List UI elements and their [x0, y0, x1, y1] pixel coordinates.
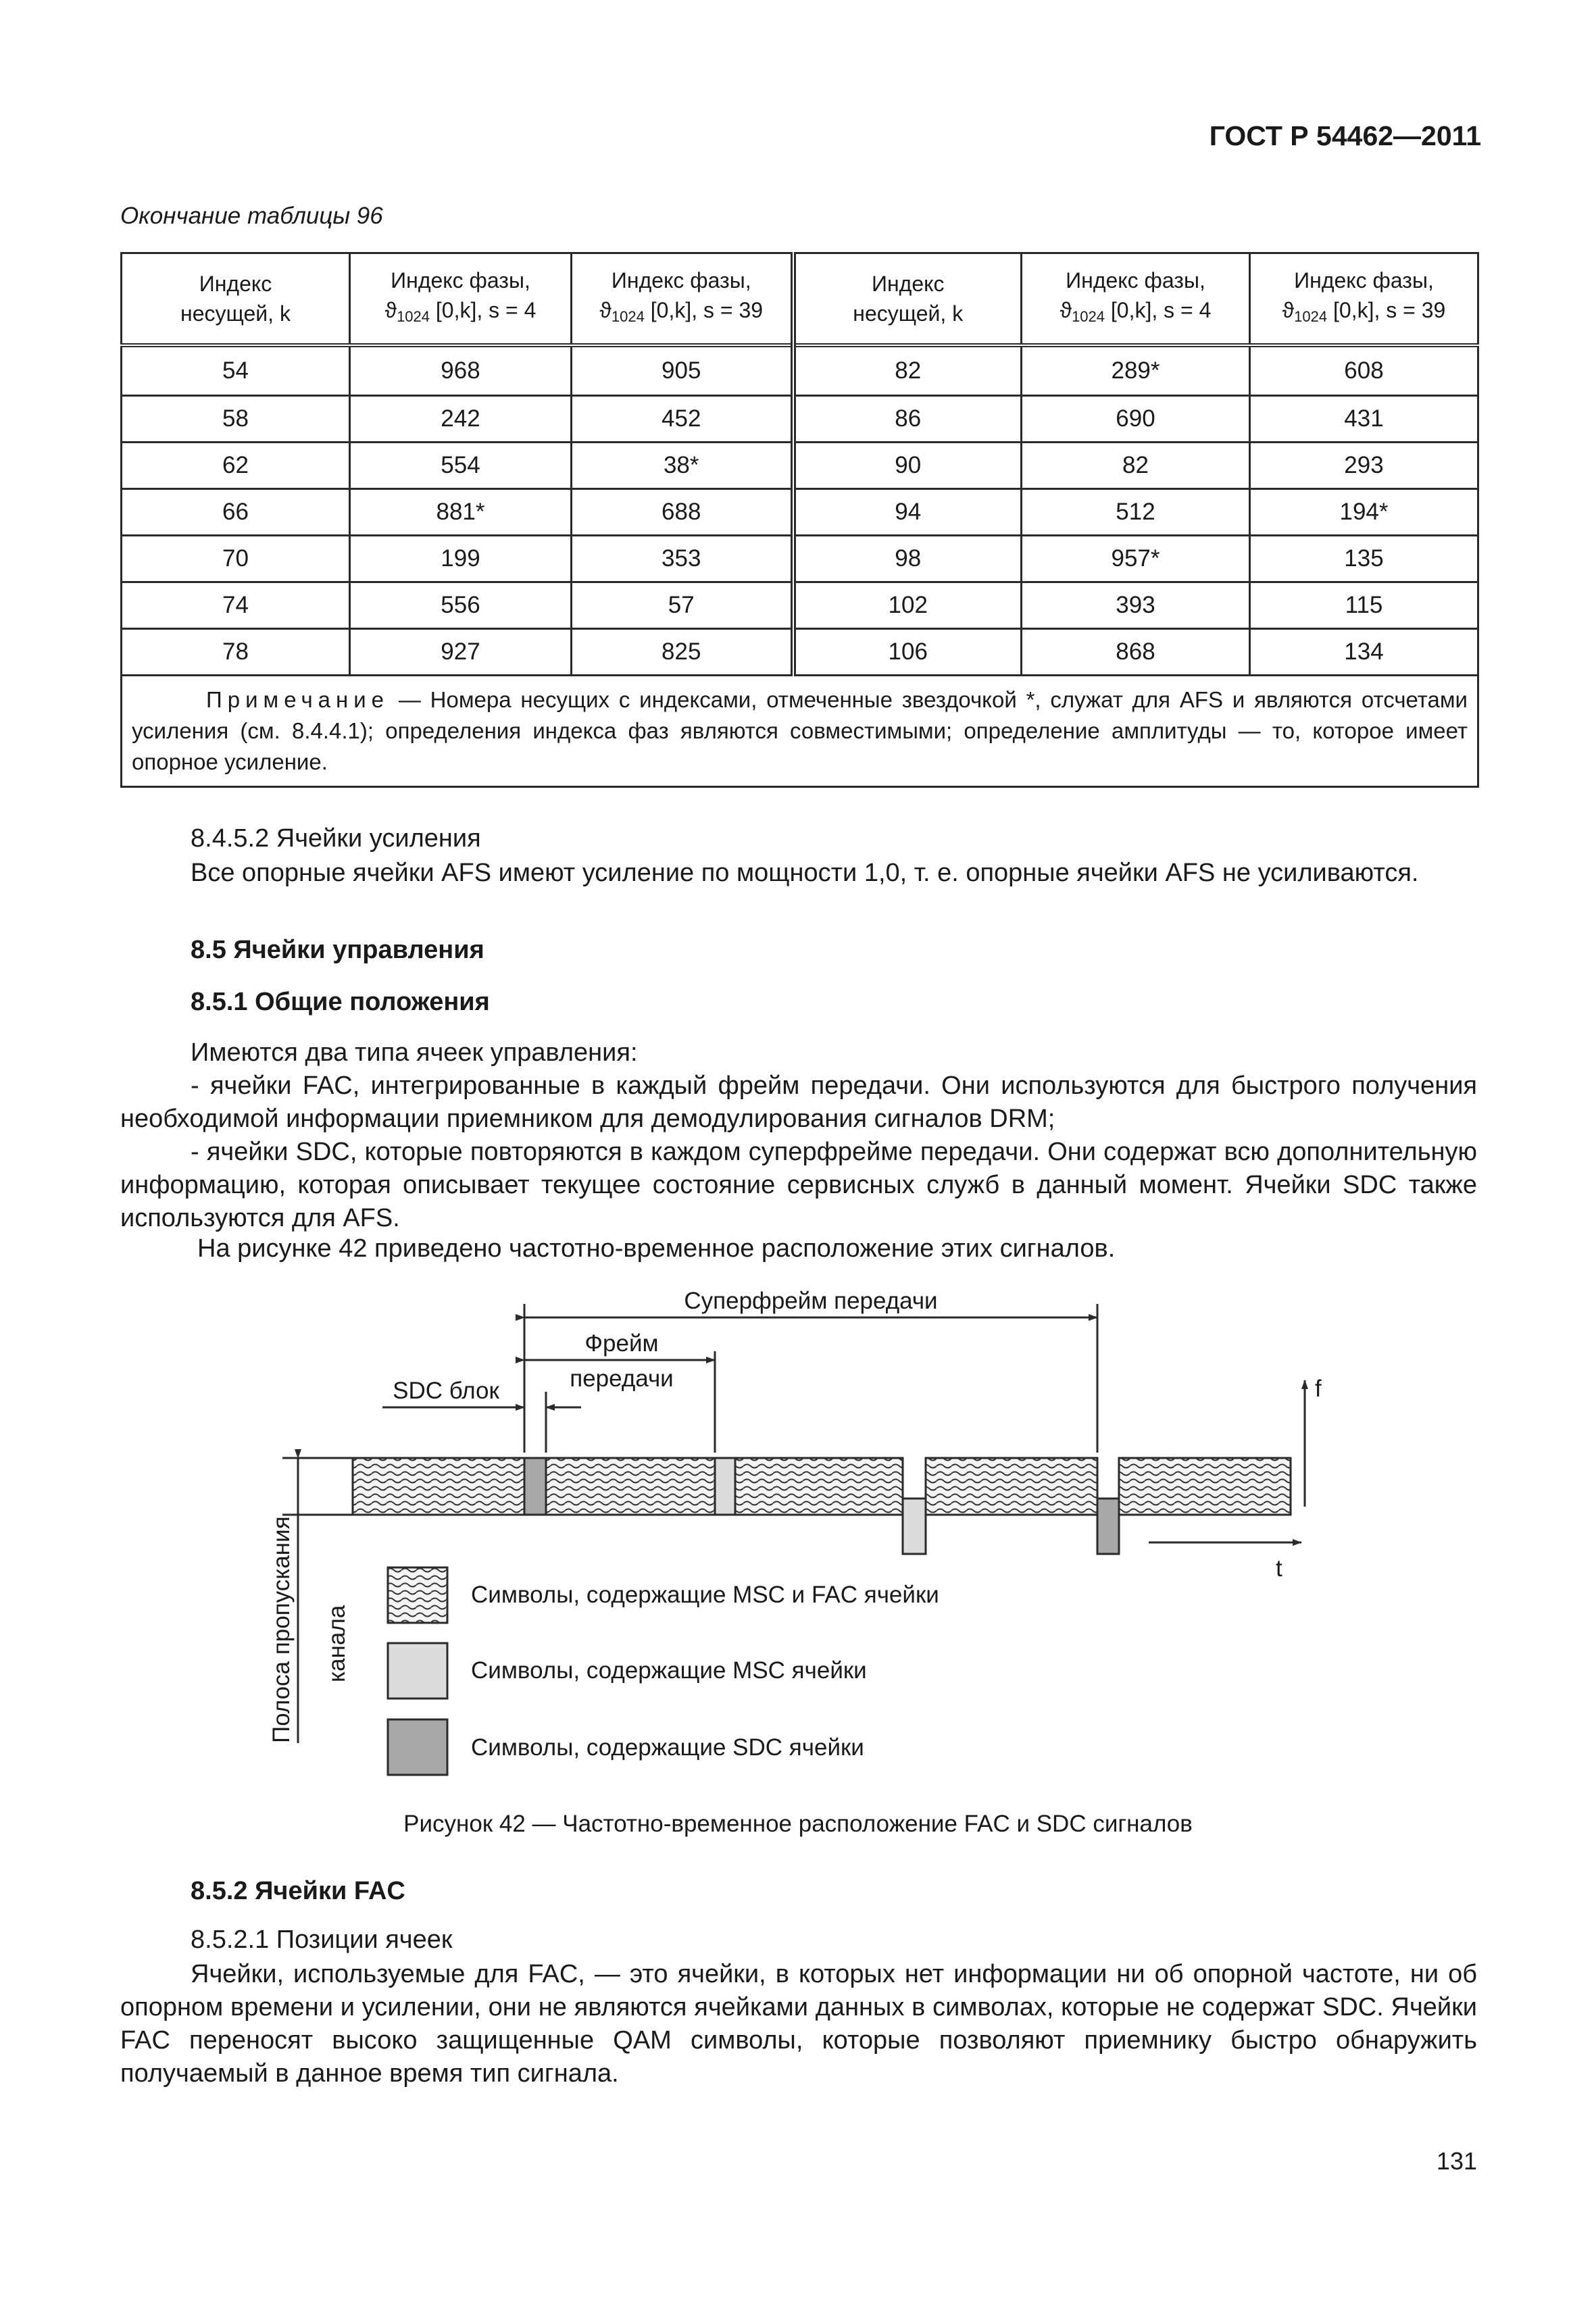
legend-swatch-msc-fac — [388, 1567, 447, 1623]
col-header-phase-index-s4-2: Индекс фазы, $ϑ_{1024}$ [0,k], s = 4 — [1022, 253, 1250, 346]
table-cell: 688 — [572, 489, 793, 536]
table-cell: 452 — [572, 396, 793, 443]
legend-label-sdc: Символы, содержащие SDC ячейки — [471, 1734, 864, 1761]
table-cell: 82 — [1022, 443, 1250, 489]
bandwidth-label-1: Полоса пропускания — [268, 1516, 295, 1743]
legend-swatch-msc — [388, 1643, 447, 1699]
table-row — [122, 489, 1478, 536]
table-cell: 70 — [122, 536, 350, 582]
superframe-label: Суперфрейм передачи — [684, 1288, 938, 1314]
table-cell: 353 — [572, 536, 793, 582]
table-cell: 393 — [1022, 582, 1250, 629]
frame-label-1: Фрейм — [584, 1330, 659, 1357]
table-cell: 927 — [350, 629, 572, 676]
t-axis-label: t — [1276, 1555, 1282, 1582]
section-8-5-2-1-title: 8.5.2.1 Позиции ячеек — [191, 1926, 453, 1954]
table-cell: 199 — [350, 536, 572, 582]
figure-legend — [388, 1567, 447, 1775]
section-8-4-5-2-title: 8.4.5.2 Ячейки усиления — [191, 824, 481, 853]
table-cell: 38* — [572, 443, 793, 489]
table-cell: 556 — [350, 582, 572, 629]
table-cell: 690 — [1022, 396, 1250, 443]
fac-cells-paragraph: - ячейки FAC, интегрированные в каждый фрейм передачи. Они используются для быстрого получения необходимой информации приемником для демодулирования сигналов DRM; — [120, 1072, 1477, 1133]
table-cell: 86 — [793, 396, 1022, 443]
table-cell: 78 — [122, 629, 350, 676]
table-cell: 58 — [122, 396, 350, 443]
col-header-phase-index-s4: Индекс фазы, $ϑ_{1024}$ [0,k], s = 4 — [350, 253, 572, 346]
page-number: 131 — [1436, 2147, 1477, 2175]
table-row — [122, 396, 1478, 443]
note-text: — Номера несущих с индексами, отмеченные звездочкой *, служат для AFS и являются отсчетами усиления (см. 8.4.4.1); определения индекса фаз являются совместимыми; определение амплитуды — то, которое имеет опорное усиление. — [132, 687, 1468, 774]
sdc-block-lower — [1097, 1499, 1119, 1554]
table-cell: 134 — [1250, 629, 1478, 676]
figure-reference-paragraph: На рисунке 42 приведено частотно-временное расположение этих сигналов. — [197, 1234, 1116, 1263]
table-cell: 957* — [1022, 536, 1250, 582]
table-row — [122, 629, 1478, 676]
table-row — [122, 582, 1478, 629]
sdc-block-label: SDC блок — [393, 1378, 499, 1404]
legend-label-msc: Символы, содержащие MSC ячейки — [471, 1657, 867, 1684]
table-cell: 57 — [572, 582, 793, 629]
table-cell: 82 — [793, 345, 1022, 396]
table-cell: 102 — [793, 582, 1022, 629]
table-cell: 98 — [793, 536, 1022, 582]
table-cell: 868 — [1022, 629, 1250, 676]
table-cell: 431 — [1250, 396, 1478, 443]
table-cell: 289* — [1022, 345, 1250, 396]
section-8-5-heading: 8.5 Ячейки управления — [191, 936, 484, 964]
figure-42-diagram — [0, 1284, 1596, 1797]
section-8-5-1-heading: 8.5.1 Общие положения — [191, 988, 490, 1016]
msc-fac-block — [353, 1458, 524, 1515]
table-cell: 74 — [122, 582, 350, 629]
table-row — [122, 443, 1478, 489]
table-cell: 66 — [122, 489, 350, 536]
symbol-blocks — [353, 1458, 1291, 1554]
table-cell: 554 — [350, 443, 572, 489]
table-cell: 135 — [1250, 536, 1478, 582]
table-cell: 825 — [572, 629, 793, 676]
col-header-carrier-index-2: Индекс несущей, k — [793, 253, 1022, 346]
table-cell: 293 — [1250, 443, 1478, 489]
legend-label-msc-fac: Символы, содержащие MSC и FAC ячейки — [471, 1582, 939, 1608]
f-axis-label: f — [1315, 1376, 1322, 1402]
sdc-cells-paragraph: - ячейки SDC, которые повторяются в каждом суперфрейме передачи. Они содержат всю дополнительную информацию, которая описывает текущее состояние сервисных служб в данный момент. Ячейки SDC также используются для AFS. — [120, 1138, 1477, 1232]
table-cell: 62 — [122, 443, 350, 489]
frame-label-2: передачи — [570, 1365, 674, 1392]
table-note — [122, 676, 1478, 787]
table-row — [122, 345, 1478, 396]
table-row — [122, 536, 1478, 582]
table-cell: 512 — [1022, 489, 1250, 536]
table-cell: 194* — [1250, 489, 1478, 536]
table-cell: 106 — [793, 629, 1022, 676]
table-header-row — [122, 253, 1478, 346]
sdc-block — [524, 1458, 546, 1515]
control-cells-types-intro: Имеются два типа ячеек управления: — [191, 1038, 638, 1067]
table-cell: 242 — [350, 396, 572, 443]
table-cell: 90 — [793, 443, 1022, 489]
table-96-end — [120, 252, 1477, 788]
msc-fac-block — [735, 1458, 903, 1515]
section-8-4-5-2-text: Все опорные ячейки AFS имеют усиление по мощности 1,0, т. е. опорные ячейки AFS не усиливаются. — [191, 859, 1419, 887]
table-caption: Окончание таблицы 96 — [120, 203, 383, 229]
table-cell: 54 — [122, 345, 350, 396]
table-cell: 608 — [1250, 345, 1478, 396]
figure-caption: Рисунок 42 — Частотно-временное расположение FAC и SDC сигналов — [403, 1811, 1193, 1837]
sdc-block-lower — [903, 1499, 926, 1554]
table-cell: 905 — [572, 345, 793, 396]
msc-fac-block — [1119, 1458, 1291, 1515]
col-header-carrier-index: Индекс несущей, k — [122, 253, 350, 346]
table-cell: 115 — [1250, 582, 1478, 629]
bandwidth-label-2: канала — [324, 1605, 350, 1682]
table-note-row — [122, 676, 1478, 787]
legend-swatch-sdc — [388, 1719, 447, 1775]
col-header-phase-index-s39: Индекс фазы, $ϑ_{1024}$ [0,k], s = 39 — [572, 253, 793, 346]
table-cell: 881* — [350, 489, 572, 536]
document-standard-number: ГОСТ Р 54462—2011 — [1209, 120, 1481, 151]
col-header-phase-index-s39-2: Индекс фазы, $ϑ_{1024}$ [0,k], s = 39 — [1250, 253, 1478, 346]
section-8-5-2-heading: 8.5.2 Ячейки FAC — [191, 1877, 405, 1905]
table-cell: 968 — [350, 345, 572, 396]
msc-fac-block — [546, 1458, 715, 1515]
msc-fac-block — [926, 1458, 1097, 1515]
note-label: Примечание — [206, 687, 390, 712]
section-8-5-2-1-text: Ячейки, используемые для FAC, — это ячейки, в которых нет информации ни об опорной частоте, ни об опорном времени и усилении, они не являются ячейками данных в символах, которые не содержат SDC. Ячейки FAC переносят высоко защищенные QAM символы, которые позволяют приемнику быстро обнаружить получаемый в данное время тип сигнала. — [120, 1960, 1477, 2088]
msc-block — [715, 1458, 735, 1515]
table-cell: 94 — [793, 489, 1022, 536]
